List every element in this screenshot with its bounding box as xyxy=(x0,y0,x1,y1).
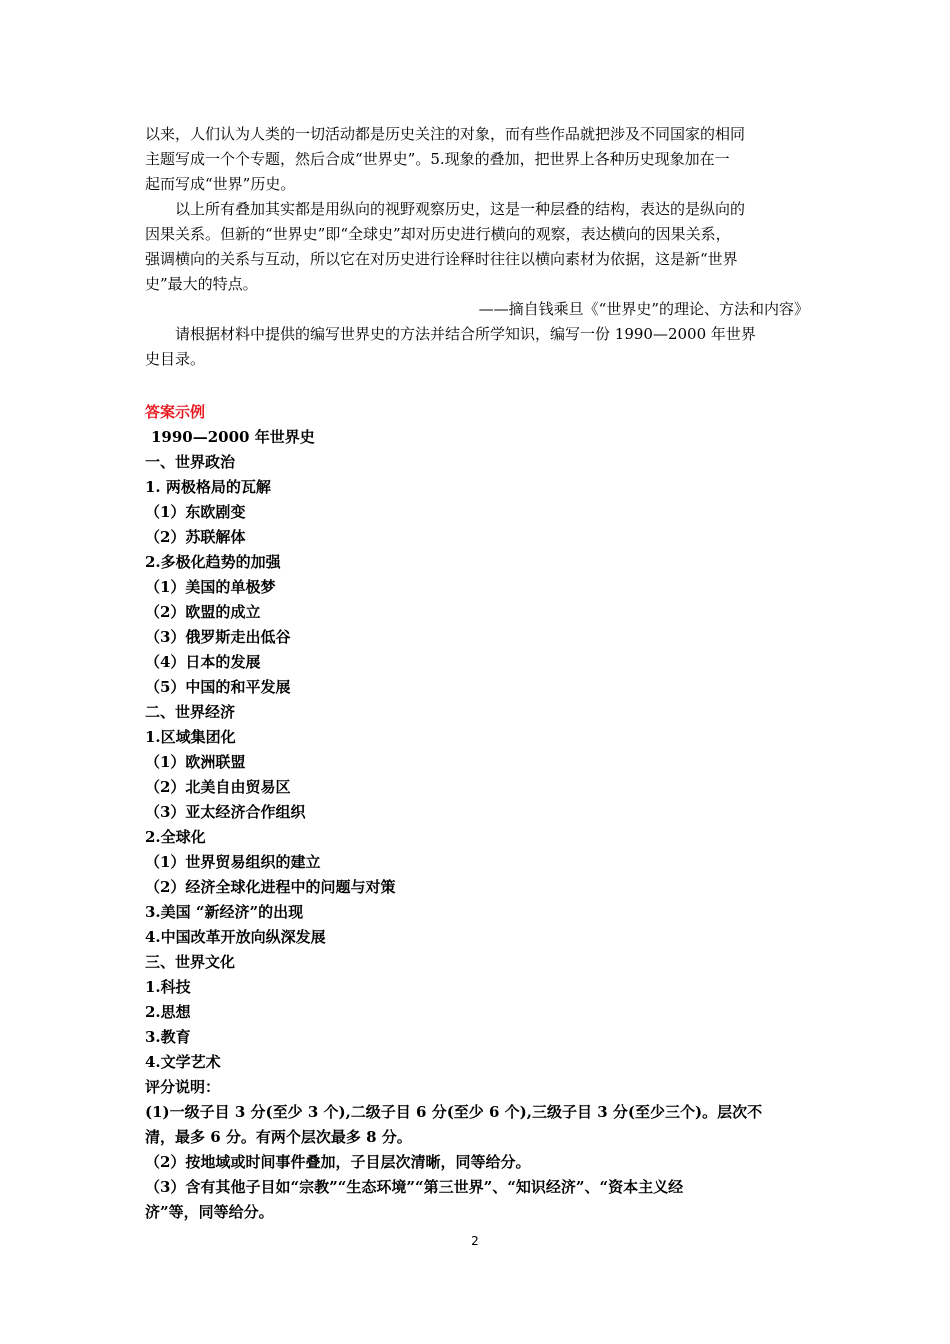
document-page xyxy=(145,122,815,1225)
material-source: ——摘自钱乘旦《“世界史”的理论、方法和内容》 xyxy=(478,300,809,318)
answer-line: 济”等，同等给分。 xyxy=(145,1203,274,1221)
material-line-4: 以上所有叠加其实都是用纵向的视野观察历史，这是一种层叠的结构，表达的是纵向的 xyxy=(175,200,746,218)
answer-line: 2.多极化趋势的加强 xyxy=(145,553,281,571)
answer-line: 1. 两极格局的瓦解 xyxy=(145,478,271,496)
material-line-3: 起而写成“世界”历史。 xyxy=(145,175,296,193)
question-line-2: 史目录。 xyxy=(145,350,206,368)
page-number: 2 xyxy=(471,1234,479,1248)
spacer xyxy=(145,372,815,400)
answer-line: （3）俄罗斯走出低谷 xyxy=(145,628,291,646)
answer-line: （1）东欧剧变 xyxy=(145,503,246,521)
answer-line: 1.科技 xyxy=(145,978,191,996)
answer-line: （2）按地域或时间事件叠加，子目层次清晰，同等给分。 xyxy=(145,1153,531,1171)
answer-line: 4.中国改革开放向纵深发展 xyxy=(145,928,326,946)
answer-line: （2）欧盟的成立 xyxy=(145,603,261,621)
answer-line: 3.教育 xyxy=(145,1028,191,1046)
material-line-6: 强调横向的关系与互动，所以它在对历史进行诠释时往往以横向素材为依据，这是新“世界 xyxy=(145,250,738,268)
answer-line: 2.思想 xyxy=(145,1003,191,1021)
answer-line: (1)一级子目 3 分(至少 3 个),二级子目 6 分(至少 6 个),三级子目 3 分(至少三个)。层次不 xyxy=(145,1103,763,1121)
question-line-1: 请根据材料中提供的编写世界史的方法并结合所学知识，编写一份 1990—2000 年世界 xyxy=(175,325,756,343)
answer-line: （5）中国的和平发展 xyxy=(145,678,291,696)
answer-line: 二、世界经济 xyxy=(145,703,236,721)
answer-line: 3.美国 “新经济”的出现 xyxy=(145,903,304,921)
answer-list xyxy=(145,450,815,1225)
answer-line: 2.全球化 xyxy=(145,828,206,846)
material-line-5: 因果关系。但新的“世界史”即“全球史”却对历史进行横向的观察，表达横向的因果关系， xyxy=(145,225,731,243)
answer-line: （1）世界贸易组织的建立 xyxy=(145,853,321,871)
answer-line: 清，最多 6 分。有两个层次最多 8 分。 xyxy=(145,1128,412,1146)
answer-line: 三、世界文化 xyxy=(145,953,236,971)
answer-line: （4）日本的发展 xyxy=(145,653,261,671)
material-line-1: 以来，人们认为人类的一切活动都是历史关注的对象，而有些作品就把涉及不同国家的相同 xyxy=(145,125,746,143)
answer-line: （1）美国的单极梦 xyxy=(145,578,276,596)
answer-line: 一、世界政治 xyxy=(145,453,236,471)
answer-heading: 答案示例 xyxy=(145,403,206,421)
material-line-7: 史”最大的特点。 xyxy=(145,275,258,293)
answer-line: （2）苏联解体 xyxy=(145,528,246,546)
answer-line: （3）亚太经济合作组织 xyxy=(145,803,306,821)
answer-line: （1）欧洲联盟 xyxy=(145,753,246,771)
answer-line: （2）经济全球化进程中的问题与对策 xyxy=(145,878,396,896)
answer-line: 1.区域集团化 xyxy=(145,728,236,746)
answer-line: 评分说明： xyxy=(145,1078,221,1096)
material-line-2: 主题写成一个个专题，然后合成“世界史”。5.现象的叠加，把世界上各种历史现象加在一 xyxy=(145,150,730,168)
answer-title: 1990—2000 年世界史 xyxy=(151,428,315,446)
answer-line: （2）北美自由贸易区 xyxy=(145,778,291,796)
answer-line: 4.文学艺术 xyxy=(145,1053,221,1071)
answer-line: （3）含有其他子目如“宗教”“生态环境”“第三世界”、“知识经济”、“资本主义经 xyxy=(145,1178,684,1196)
